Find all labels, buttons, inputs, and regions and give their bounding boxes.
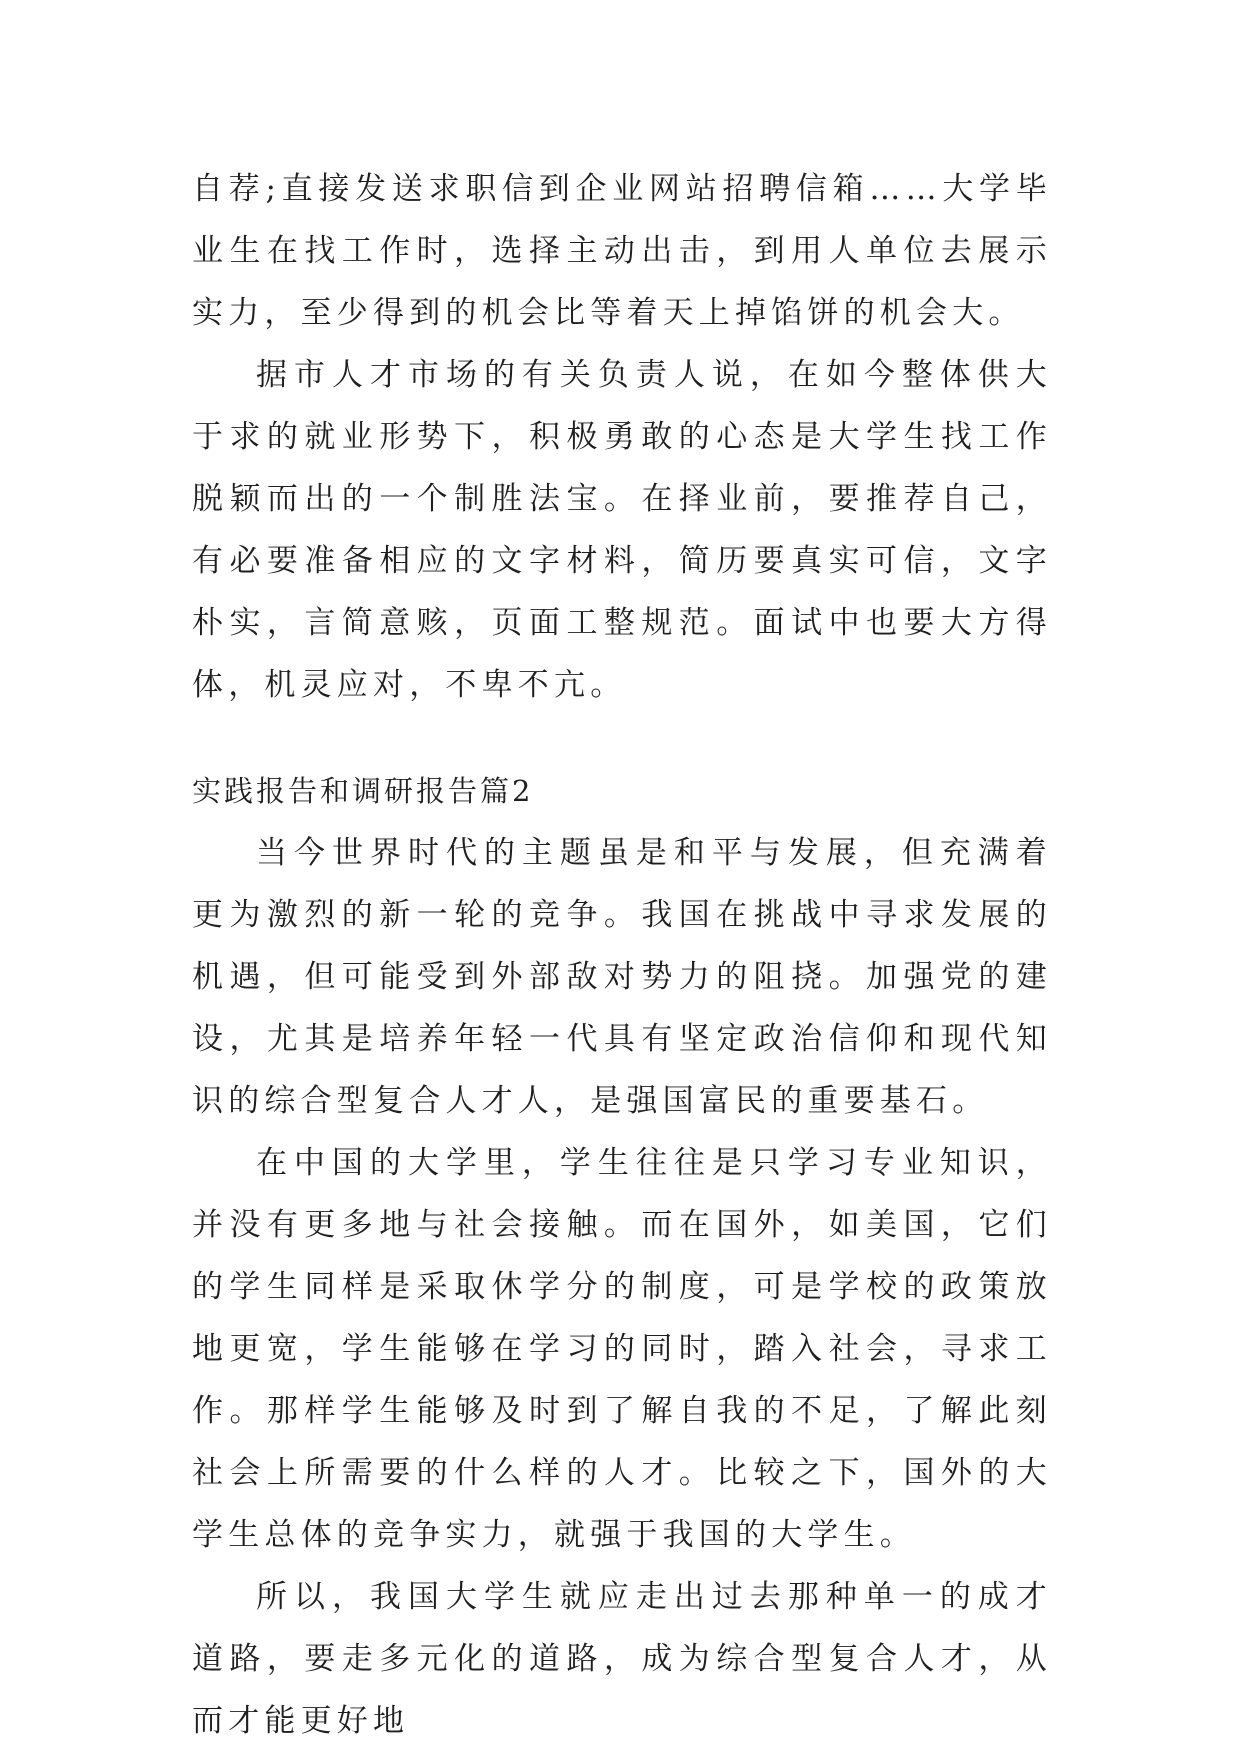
document-page — [192, 158, 1052, 1752]
paragraph-era-theme: 当今世界时代的主题虽是和平与发展，但充满着更为激烈的新一轮的竞争。我国在挑战中寻求发展的机遇，但可能受到外部敌对势力的阻挠。加强党的建设，尤其是培养年轻一代具有坚定政治信仰和现代知识的综合型复合人才人，是强国富民的重要基石。 — [192, 835, 1052, 1119]
paragraph-continuation: 自荐;直接发送求职信到企业网站招聘信箱……大学毕业生在找工作时，选择主动出击，到用人单位去展示实力，至少得到的机会比等着天上掉馅饼的机会大。 — [192, 171, 1052, 331]
paragraph-talent-market: 据市人才市场的有关负责人说，在如今整体供大于求的就业形势下，积极勇敢的心态是大学生找工作脱颖而出的一个制胜法宝。在择业前，要推荐自己，有必要准备相应的文字材料，简历要真实可信，文字朴实，言简意赅，页面工整规范。面试中也要大方得体，机灵应对，不卑不亢。 — [192, 357, 1052, 703]
paragraph-china-vs-abroad: 在中国的大学里，学生往往是只学习专业知识，并没有更多地与社会接触。而在国外，如美国，它们的学生同样是采取休学分的制度，可是学校的政策放地更宽，学生能够在学习的同时，踏入社会，寻求工作。那样学生能够及时到了解自我的不足，了解此刻社会上所需要的什么样的人才。比较之下，国外的大学生总体的竞争实力，就强于我国的大学生。 — [192, 1145, 1052, 1553]
section-heading: 实践报告和调研报告篇2 — [192, 774, 534, 808]
paragraph-conclusion: 所以，我国大学生就应走出过去那种单一的成才道路，要走多元化的道路，成为综合型复合人才，从而才能更好地 — [192, 1579, 1052, 1739]
